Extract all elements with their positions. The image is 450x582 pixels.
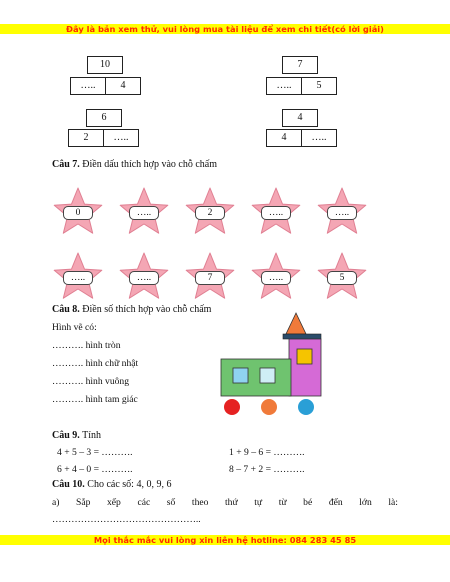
calc-item-1[interactable]: 4 + 5 – 3 = ……….	[57, 447, 133, 458]
window-square-2	[260, 368, 275, 383]
star-shape	[118, 187, 170, 237]
wheel-circle-1	[224, 399, 240, 415]
question-9-text: Tính	[79, 430, 102, 441]
question-8-text: Điền số thích hợp vào chỗ chấm	[79, 304, 212, 315]
pyramid-left[interactable]: …..	[70, 77, 106, 95]
question-10a-word: là:	[388, 497, 398, 508]
roof-triangle	[286, 313, 306, 334]
train-body-rectangle	[221, 359, 291, 396]
star-value-box[interactable]: …..	[327, 206, 357, 220]
question-10a-answer[interactable]: ………………………………………..	[52, 514, 201, 525]
pyramid-top: 6	[86, 109, 122, 127]
question-10a-word: xếp	[107, 497, 121, 508]
star-value-box: 7	[195, 271, 225, 285]
star-value-box[interactable]: …..	[261, 206, 291, 220]
pyramid-top: 4	[282, 109, 318, 127]
star-value-box[interactable]: …..	[129, 206, 159, 220]
question-7	[52, 159, 217, 170]
question-10a-word: các	[137, 497, 151, 508]
star-shape	[250, 252, 302, 302]
pyramid-top: 10	[87, 56, 123, 74]
star-value-box[interactable]: …..	[261, 271, 291, 285]
pyramid-left[interactable]: …..	[266, 77, 302, 95]
star-shape	[118, 252, 170, 302]
train-picture	[215, 310, 330, 420]
wheel-circle-3	[298, 399, 314, 415]
shape-count-rectangle[interactable]: ………. hình chữ nhật	[52, 358, 139, 369]
question-10a-word: a)	[52, 497, 60, 508]
cabin-top-bar	[283, 334, 321, 339]
question-10-label: Câu 10.	[52, 479, 85, 490]
footer-banner: Mọi thắc mắc vui lòng xin liên hệ hotline: 084 283 45 85	[0, 535, 450, 545]
calc-item-3[interactable]: 6 + 4 – 0 = ……….	[57, 464, 133, 475]
calc-item-2[interactable]: 1 + 9 – 6 = ……….	[229, 447, 305, 458]
question-10a-word: số	[166, 497, 176, 508]
pyramid-left: 2	[68, 129, 104, 147]
shape-count-triangle[interactable]: ………. hình tam giác	[52, 394, 138, 405]
pyramid-left: 4	[266, 129, 302, 147]
star-shape	[52, 252, 104, 302]
star-shape	[250, 187, 302, 237]
question-8-label: Câu 8.	[52, 304, 80, 315]
calc-item-4[interactable]: 8 – 7 + 2 = ……….	[229, 464, 305, 475]
star-value-box: 2	[195, 206, 225, 220]
star-value-box: 0	[63, 206, 93, 220]
star-shape	[184, 252, 236, 302]
question-10a-word: thứ	[225, 497, 238, 508]
question-10a-word: theo	[191, 497, 209, 508]
question-10a-word: Sắp	[76, 497, 91, 508]
star-shape	[52, 187, 104, 237]
question-10	[52, 479, 171, 490]
star-value-box[interactable]: …..	[129, 271, 159, 285]
question-7-text: Điền dấu thích hợp vào chỗ chấm	[79, 159, 217, 170]
question-10a-word: từ	[278, 497, 287, 508]
question-10a-word: bé	[303, 497, 313, 508]
question-8-intro: Hình vẽ có:	[52, 322, 97, 333]
star-value-box[interactable]: …..	[63, 271, 93, 285]
star-value-box: 5	[327, 271, 357, 285]
question-9	[52, 430, 101, 441]
pyramid-right: 4	[105, 77, 141, 95]
question-10a-word: tự	[254, 497, 263, 508]
question-10a-word: lớn	[359, 497, 372, 508]
window-square-1	[233, 368, 248, 383]
star-shape	[184, 187, 236, 237]
cabin-rectangle	[289, 339, 321, 396]
pyramid-right: 5	[301, 77, 337, 95]
shape-count-circle[interactable]: ………. hình tròn	[52, 340, 121, 351]
star-shape	[316, 252, 368, 302]
question-10a-line	[52, 497, 398, 508]
pyramid-top: 7	[282, 56, 318, 74]
star-shape	[316, 187, 368, 237]
pyramid-right[interactable]: …..	[103, 129, 139, 147]
shape-count-square[interactable]: ………. hình vuông	[52, 376, 130, 387]
question-10-text: Cho các số: 4, 0, 9, 6	[84, 479, 172, 490]
header-banner: Đây là bản xem thử, vui lòng mua tài liệu để xem chi tiết(có lời giải)	[0, 24, 450, 34]
question-9-label: Câu 9.	[52, 430, 80, 441]
question-7-label: Câu 7.	[52, 159, 80, 170]
question-8	[52, 304, 211, 315]
wheel-circle-2	[261, 399, 277, 415]
question-10a-word: đến	[328, 497, 343, 508]
pyramid-right[interactable]: …..	[301, 129, 337, 147]
cabin-window-square	[297, 349, 312, 364]
